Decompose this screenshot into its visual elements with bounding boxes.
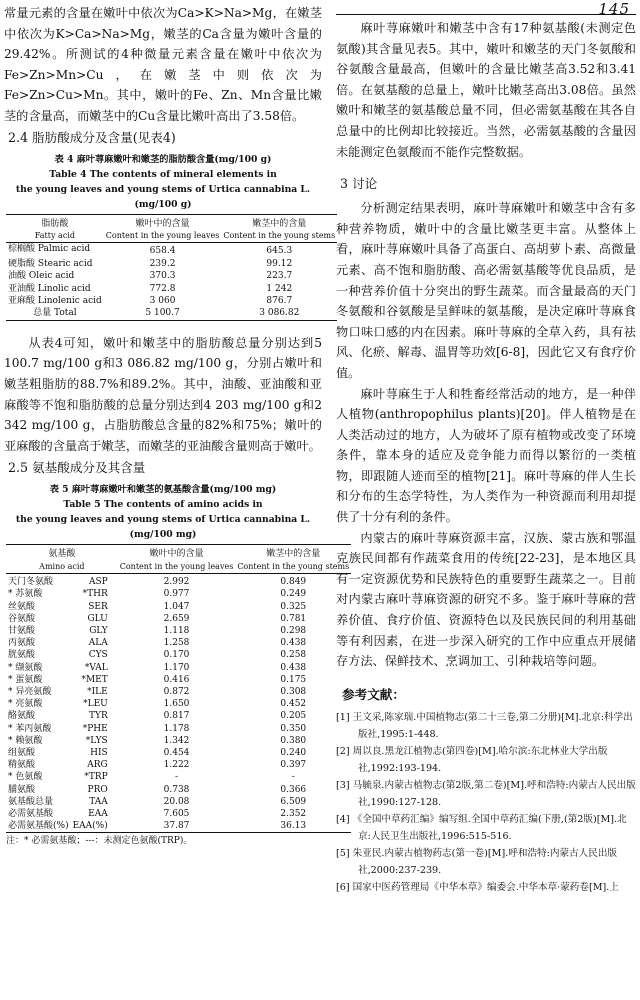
table-row bbox=[6, 771, 351, 783]
table-5-cell-acid-abbr: *VAL bbox=[84, 662, 108, 673]
table-5-cell-acid-cn: * 缬氨酸 bbox=[8, 662, 43, 673]
table-4-cell-leaf: 3 060 bbox=[149, 296, 176, 306]
table-5-cell-leaf: 1.650 bbox=[163, 699, 190, 710]
table-5-cell-acid-abbr: *TRP bbox=[84, 772, 108, 783]
reference-item: [6] 国家中医药管理局《中华本草》编委会.中华本草·蒙药卷[M].上 bbox=[336, 881, 619, 893]
table-4-header-acid: 脂肪酸 Fatty acid bbox=[34, 218, 75, 240]
table-5-cell-acid-abbr: PRO bbox=[87, 784, 108, 795]
table-5-cell-stem: 0.175 bbox=[280, 674, 307, 685]
table-5-cell-leaf: 1.222 bbox=[163, 760, 190, 771]
table-4-cell-leaf: 658.4 bbox=[149, 246, 176, 257]
table-5-cell-leaf: 1.170 bbox=[163, 662, 190, 673]
section-2-4-heading: 2.4 脂肪酸成分及含量(见表4) bbox=[8, 129, 176, 145]
table-row bbox=[6, 710, 351, 722]
table-4-header-stem: 嫩茎中的含量 Content in the young stems bbox=[223, 218, 336, 240]
table-5-cell-stem: 0.308 bbox=[280, 687, 307, 698]
header-rule bbox=[336, 14, 636, 15]
table-4-cell-acid: 亚油酸 Linolic acid bbox=[8, 283, 91, 294]
table-5-cell-leaf: 0.416 bbox=[163, 674, 190, 685]
table-4-cell-stem: 99.12 bbox=[266, 258, 293, 269]
table-4-caption-en-2: the young leaves and young stems of Urtica cannabina L.(mg/100 g) bbox=[15, 183, 311, 210]
table-5-cell-acid-abbr: HIS bbox=[90, 748, 108, 759]
table-5-cell-leaf: 2.992 bbox=[163, 577, 190, 588]
table-5-cell-stem: 0.438 bbox=[280, 638, 307, 649]
table-5-cell-acid-cn: 氨基酸总量 bbox=[8, 796, 54, 807]
paragraph-elements: 常量元素的含量在嫩叶中依次为Ca>K>Na>Mg，在嫩茎中依次为K>Ca>Na>Mg，嫩茎的Ca含量为嫩叶含量的29.42%。所测试的4种微量元素含量在嫩叶中依次为Fe>Zn>Mn>Cu，在嫩茎中则依次为Fe>Zn>Cu>Mn。其中，嫩叶的Fe、Zn、Mn含量比嫩茎的含量高，而嫩茎中的Cu含量比嫩叶高出了3.58倍。 bbox=[4, 6, 322, 123]
table-5-cell-acid-cn: * 异亮氨酸 bbox=[8, 687, 52, 698]
table-row bbox=[6, 808, 351, 820]
table-5-cell-leaf: 0.738 bbox=[163, 784, 190, 795]
references-heading: 参考文献： bbox=[342, 686, 405, 702]
table-5-cell-acid-abbr: ALA bbox=[88, 638, 108, 649]
table-5-cell-acid-cn: * 苏氨酸 bbox=[8, 589, 43, 600]
table-5-cell-acid-abbr: TAA bbox=[89, 796, 108, 807]
table-5-cell-acid-cn: 天门冬氨酸 bbox=[8, 577, 54, 588]
table-5-cell-acid-abbr: SER bbox=[88, 601, 108, 612]
table-row bbox=[6, 637, 351, 649]
table-5-cell-acid-abbr: *LYS bbox=[85, 735, 108, 746]
table-5-cell-acid-abbr: TYR bbox=[89, 711, 108, 722]
table-5-cell-stem: 36.13 bbox=[280, 821, 307, 832]
table-4-cell-leaf: 370.3 bbox=[149, 271, 176, 282]
table-5-cell-leaf: 0.454 bbox=[163, 748, 190, 759]
table-5-cell-acid-cn: 必需氨基酸 bbox=[8, 809, 54, 820]
paragraph-discussion-1: 分析测定结果表明，麻叶荨麻嫩叶和嫩茎中含有多种营养物质，嫩叶中的含量比嫩茎更丰富。从整体上看，麻叶荨麻嫩叶具备了高蛋白、高胡萝卜素、高微量元素、高不饱和脂肪酸、高必需氨基酸等优良品质，是一种营养价值十分突出的野生蔬菜。而含量最高的天门冬氨酸和谷氨酸是呈鲜味的氨基酸，是决定麻叶荨麻食物口味口感的内在因素。麻叶荨麻的全草入药，具有祛风、化瘀、解毒、温胃等功效[6-8]，因此它又有食疗价值。 bbox=[336, 201, 636, 380]
table-4-header-leaf: 嫩叶中的含量 Content in the young leaves bbox=[105, 218, 220, 240]
table-5-cell-acid-cn: * 赖氨酸 bbox=[8, 735, 43, 746]
table-5-cell-stem: 0.849 bbox=[280, 577, 307, 588]
table-5-cell-leaf: - bbox=[175, 772, 179, 783]
table-row bbox=[6, 625, 351, 637]
table-row bbox=[6, 747, 351, 759]
table-5-cell-leaf: 0.872 bbox=[163, 687, 190, 698]
table-row bbox=[6, 270, 337, 282]
table-row bbox=[6, 735, 351, 747]
table-5-cell-acid-abbr: *ILE bbox=[87, 687, 108, 698]
table-5-cell-acid-cn: 酪氨酸 bbox=[8, 711, 36, 722]
paragraph-amino-acid: 麻叶荨麻嫩叶和嫩茎中含有17种氨基酸(未测定色氨酸)其含量见表5。其中，嫩叶和嫩茎的天门冬氨酸和谷氨酸含量最高，但嫩叶的含量比嫩茎高3.52和3.41倍。在氨基酸的总量上，嫩叶比嫩茎高出3.08倍。虽然嫩叶和嫩茎的氨基酸总量不同，但必需氨基酸在其各自总量中的比例却比较接近。当然，必需氨基酸的含量因未能测定色氨酸而不能作完整数据。 bbox=[336, 21, 636, 159]
table-5-cell-acid-cn: * 苯丙氨酸 bbox=[8, 723, 52, 734]
table-5-cell-stem: 0.380 bbox=[280, 735, 307, 746]
table-5-cell-stem: 0.350 bbox=[280, 723, 307, 734]
table-5-cell-acid-abbr: *PHE bbox=[82, 723, 108, 734]
table-row bbox=[6, 649, 351, 661]
table-5-cell-acid-abbr: CYS bbox=[88, 650, 108, 661]
table-row bbox=[6, 613, 351, 625]
table-5-cell-acid-cn: 精氨酸 bbox=[8, 760, 36, 771]
table-5-cell-leaf: 20.08 bbox=[163, 796, 190, 807]
table-5-cell-stem: 6.509 bbox=[280, 796, 307, 807]
table-5-cell-acid-abbr: *THR bbox=[82, 589, 108, 600]
table-5-cell-leaf: 0.170 bbox=[163, 650, 190, 661]
table-row bbox=[6, 283, 337, 295]
table-5-cell-leaf: 0.817 bbox=[163, 711, 190, 722]
table-5-cell-leaf: 1.258 bbox=[163, 638, 190, 649]
table-4-cell-stem: 645.3 bbox=[266, 246, 293, 257]
table-5-cell-stem: 0.781 bbox=[280, 613, 307, 624]
table-row bbox=[6, 686, 351, 698]
table-5-cell-stem: 0.258 bbox=[280, 650, 307, 661]
table-5-cell-acid-cn: 甘氨酸 bbox=[8, 626, 36, 636]
reference-item: [2] 周以良.黑龙江植物志(第四卷)[M].哈尔滨:东北林业大学出版社,1992:193-194. bbox=[336, 745, 608, 774]
reference-list bbox=[336, 709, 636, 896]
table-5-header-leaf: 嫩叶中的含量 Content in the young leaves bbox=[119, 549, 234, 571]
table-row bbox=[6, 243, 337, 258]
table-4-cell-leaf: 5 100.7 bbox=[145, 308, 180, 319]
table-5-cell-leaf: 0.977 bbox=[163, 589, 190, 600]
reference-item: [1] 王文采,陈家瑞.中国植物志(第二十三卷,第二分册)[M].北京:科学出版社,1995:1-448. bbox=[336, 711, 633, 740]
table-5-cell-leaf: 1.047 bbox=[163, 601, 190, 612]
table-4-cell-stem: 223.7 bbox=[266, 271, 293, 282]
reference-item: [3] 马毓泉.内蒙古植物志(第2版,第二卷)[M].呼和浩特:内蒙古人民出版社,1990:127-128. bbox=[336, 779, 636, 808]
table-row bbox=[6, 258, 337, 270]
table-row bbox=[6, 307, 337, 320]
reference-item: [5] 朱亚民.内蒙古植物药志(第一卷)[M].呼和浩特:内蒙古人民出版社,2000:237-239. bbox=[336, 847, 618, 876]
table-5-header-stem: 嫩茎中的含量 Content in the young stems bbox=[237, 549, 350, 571]
table-5 bbox=[4, 482, 350, 848]
table-4-cell-acid: 亚麻酸 Linolenic acid bbox=[8, 296, 102, 306]
table-row bbox=[6, 698, 351, 710]
amino-acid-table bbox=[6, 544, 351, 833]
table-5-cell-acid-abbr: GLU bbox=[87, 613, 108, 624]
table-5-cell-acid-cn: 丝氨酸 bbox=[8, 601, 36, 612]
table-row bbox=[6, 784, 351, 796]
right-column bbox=[336, 18, 636, 896]
table-4-cell-acid: 油酸 Oleic acid bbox=[8, 271, 75, 282]
table-5-caption-en-2: the young leaves and young stems of Urtica cannabina L.(mg/100 mg) bbox=[15, 514, 311, 541]
table-5-cell-stem: 0.205 bbox=[280, 711, 307, 722]
table-row bbox=[6, 588, 351, 600]
table-5-cell-leaf: 37.87 bbox=[163, 821, 190, 832]
table-5-cell-acid-abbr: GLY bbox=[89, 626, 108, 636]
table-5-cell-acid-cn: 必需氨基酸(%) bbox=[8, 821, 69, 832]
table-row bbox=[6, 295, 337, 307]
table-5-cell-leaf: 1.342 bbox=[163, 735, 190, 746]
table-5-cell-acid-cn: 丙氨酸 bbox=[8, 638, 36, 649]
table-5-cell-stem: 2.352 bbox=[280, 809, 307, 820]
table-5-cell-leaf: 1.178 bbox=[163, 723, 190, 734]
table-4 bbox=[4, 152, 336, 321]
table-5-cell-stem: 0.452 bbox=[280, 699, 307, 710]
fatty-acid-table bbox=[6, 214, 337, 321]
table-5-caption-en-1: Table 5 The contents of amino acids in bbox=[63, 499, 263, 511]
table-row bbox=[6, 601, 351, 613]
table-5-cell-leaf: 2.659 bbox=[163, 613, 190, 624]
table-5-caption-cn: 表 5 麻叶荨麻嫩叶和嫩茎的氨基酸含量(mg/100 mg) bbox=[49, 484, 277, 496]
table-row bbox=[6, 674, 351, 686]
table-4-cell-acid: 棕榈酸 Palmic acid bbox=[8, 244, 91, 255]
table-5-cell-acid-cn: * 色氨酸 bbox=[8, 772, 43, 783]
table-5-cell-acid-abbr: *MET bbox=[81, 674, 108, 685]
table-5-cell-acid-cn: * 蛋氨酸 bbox=[8, 674, 43, 685]
paragraph-fatty-acid: 从表4可知，嫩叶和嫩茎中的脂肪酸总量分别达到5 100.7 mg/100 g和3 086.82 mg/100 g，分别占嫩叶和嫩茎粗脂肪的88.7%和89.2%。其中，油酸、亚油酸和亚麻酸等不饱和脂肪酸的总量分别达到4 203 mg/100 g和2 342 mg/100 g，占脂肪酸总含量的82%和75%；嫩叶的亚麻酸的含量高于嫩茎，而嫩茎的亚油酸含量则高于嫩叶。 bbox=[4, 335, 322, 453]
table-5-header-acid: 氨基酸 Amino acid bbox=[39, 549, 85, 571]
table-5-cell-acid-abbr: ASP bbox=[89, 577, 108, 588]
table-5-cell-stem: 0.438 bbox=[280, 662, 307, 673]
table-4-caption-cn: 表 4 麻叶荨麻嫩叶和嫩茎的脂肪酸含量(mg/100 g) bbox=[54, 153, 272, 165]
table-row bbox=[6, 723, 351, 735]
table-4-cell-leaf: 239.2 bbox=[149, 258, 176, 269]
table-5-cell-acid-abbr: *LEU bbox=[83, 699, 108, 710]
table-5-cell-stem: 0.240 bbox=[280, 748, 307, 759]
table-5-cell-stem: - bbox=[291, 772, 295, 783]
table-5-cell-acid-abbr: EAA bbox=[88, 809, 108, 820]
table-5-cell-acid-cn: 谷氨酸 bbox=[8, 613, 36, 624]
table-4-cell-stem: 876.7 bbox=[266, 296, 293, 306]
table-5-cell-leaf: 7.605 bbox=[163, 809, 190, 820]
paragraph-discussion-2: 麻叶荨麻生于人和牲畜经常活动的地方，是一种伴人植物(anthropophilus plants)[20]。伴人植物是在人类活动过的地方，人为破坏了原有植物或改变了环境条件，靠本身的适应及竞争能力而得以繁衍的一类植物，即跟随人迹而至的植物[21]。麻叶荨麻的伴人生长和分布的生态学特性，为人类作为一种资源而利用却提供了十分有利的条件。 bbox=[336, 386, 636, 525]
table-row bbox=[6, 796, 351, 808]
table-row bbox=[6, 574, 351, 589]
table-5-cell-stem: 0.366 bbox=[280, 784, 307, 795]
section-3-heading: 3 讨论 bbox=[340, 176, 378, 192]
table-row bbox=[6, 820, 351, 833]
table-5-cell-acid-cn: 组氨酸 bbox=[8, 748, 36, 759]
page-number: 145 bbox=[598, 0, 630, 18]
table-5-cell-acid-abbr: ARG bbox=[87, 760, 108, 771]
table-4-cell-acid: 硬脂酸 Stearic acid bbox=[8, 258, 93, 269]
table-4-cell-stem: 1 242 bbox=[266, 283, 293, 294]
table-5-cell-leaf: 1.118 bbox=[163, 626, 190, 636]
table-row bbox=[6, 759, 351, 771]
table-5-cell-acid-cn: * 亮氨酸 bbox=[8, 699, 43, 710]
table-5-cell-stem: 0.298 bbox=[280, 626, 307, 636]
table-4-cell-stem: 3 086.82 bbox=[259, 308, 300, 319]
table-5-footnote: 注：* 必需氨基酸；---：未测定色氨酸(TRP)。 bbox=[6, 836, 193, 847]
table-4-cell-acid: 总量 Total bbox=[33, 308, 77, 319]
table-5-cell-stem: 0.397 bbox=[280, 760, 307, 771]
table-5-cell-acid-cn: 胱氨酸 bbox=[8, 650, 36, 661]
table-4-caption-en-1: Table 4 The contents of mineral elements in bbox=[49, 168, 277, 180]
table-5-cell-acid-cn: 脯氨酸 bbox=[8, 784, 36, 795]
table-5-cell-stem: 0.325 bbox=[280, 601, 307, 612]
left-column bbox=[4, 0, 350, 848]
table-5-cell-stem: 0.249 bbox=[280, 589, 307, 600]
paragraph-discussion-3: 内蒙古的麻叶荨麻资源丰富，汉族、蒙古族和鄂温克族民间都有作蔬菜食用的传统[22-23]，是本地区具有一定资源优势和民族特色的重要野生蔬菜之一。目前对内蒙古麻叶荨麻资源的研究不多。鉴于麻叶荨麻的营养价值、食疗价值、资源特色以及民族民间的利用基础等有利因素，在进一步深入研究的工作中应重点开展储存方法、保鲜技术、烹调加工、引种栽培等问题。 bbox=[336, 530, 636, 669]
table-5-cell-acid-abbr: EAA(%) bbox=[72, 821, 108, 832]
section-2-5-heading: 2.5 氨基酸成分及其含量 bbox=[8, 460, 146, 476]
table-row bbox=[6, 662, 351, 674]
reference-item: [4] 《全国中草药汇编》编写组.全国中草药汇编(下册,(第2版)[M].北京:人民卫生出版社,1996:515-516. bbox=[336, 813, 627, 842]
table-4-cell-leaf: 772.8 bbox=[149, 283, 176, 294]
